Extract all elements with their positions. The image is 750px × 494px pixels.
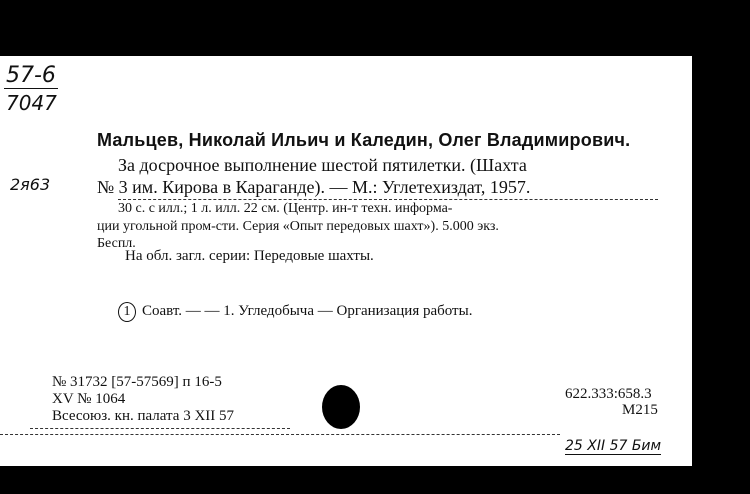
udc-code: 622.333:658.3 bbox=[565, 386, 652, 402]
author-mark-code: М215 bbox=[622, 402, 658, 418]
handwritten-margin-note: 2я63 bbox=[10, 175, 51, 194]
tracing-text: Соавт. — — 1. Угледобыча — Организация работы. bbox=[142, 303, 473, 319]
title-line-1: За досрочное выполнение шестой пятилетки. (Шахта bbox=[118, 155, 527, 175]
handwritten-shelf-mark-bottom: 7047 bbox=[6, 91, 57, 115]
handwritten-stamp-date: 25 XII 57 Бим bbox=[565, 438, 662, 454]
author-heading: Мальцев, Николай Ильич и Каледин, Олег Владимирович. bbox=[97, 130, 631, 150]
cover-note: На обл. загл. серии: Передовые шахты. bbox=[125, 248, 374, 264]
handwritten-shelf-mark-top: 57-6 bbox=[6, 63, 56, 88]
tracing-number: 1 bbox=[118, 302, 136, 322]
bottom-dashed-line bbox=[0, 434, 560, 435]
footer-underline bbox=[30, 428, 290, 429]
title-underline bbox=[118, 199, 658, 200]
punch-hole bbox=[322, 385, 360, 429]
xv-number: XV № 1064 bbox=[52, 391, 126, 407]
registry-number: № 31732 [57-57569] п 16-5 bbox=[52, 374, 222, 390]
book-chamber-line: Всесоюз. кн. палата 3 XII 57 bbox=[52, 408, 235, 424]
collation-line-3: Беспл. bbox=[97, 236, 136, 251]
collation-line-2: ции угольной пром-сти. Серия «Опыт передовых шахт»). 5.000 экз. bbox=[97, 219, 499, 234]
subject-tracing bbox=[118, 302, 472, 322]
title-line-2: № 3 им. Кирова в Караганде). — М.: Углетехиздат, 1957. bbox=[97, 177, 531, 197]
collation-line-1: 30 с. с илл.; 1 л. илл. 22 см. (Центр. ин-т техн. информа- bbox=[118, 201, 453, 216]
